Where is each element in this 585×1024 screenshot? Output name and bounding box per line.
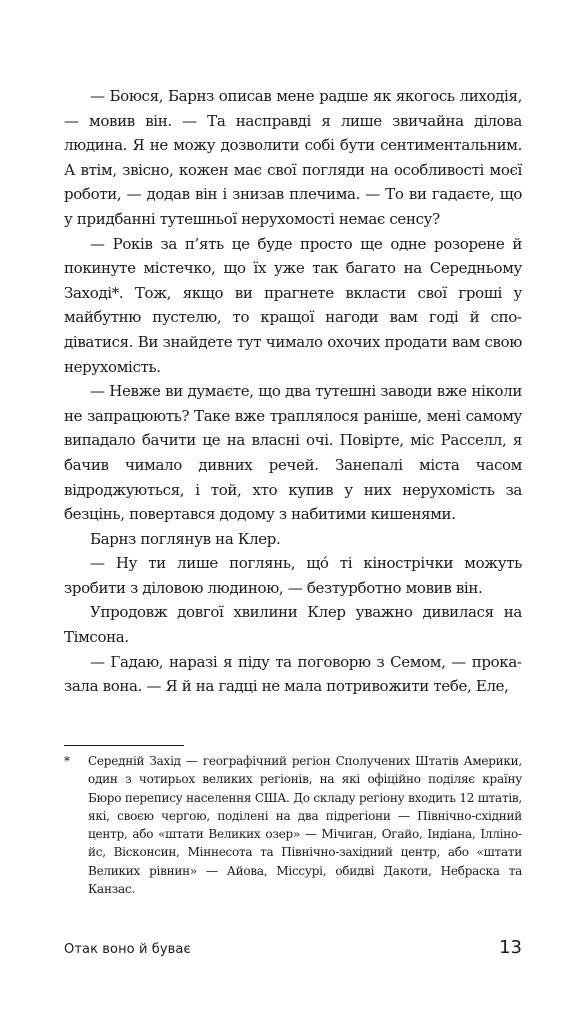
main-text — [64, 84, 522, 699]
paragraph: Упродовж довгої хвилини Клер уважно дивилася на Тімсона. — [64, 603, 522, 647]
page-number: 13 — [499, 937, 522, 958]
paragraph: — Років за п’ять це буде просто ще одне розорене й покинуте містечко, що їх уже так багато на Середньому Заході*. Тож, якщо ви прагнете вкласти свої гроші у майбутню пустелю, то кращої нагоди вам годі й сподіватися. Ви знайдете тут чимало охочих продати вам свою нерухомість. — [64, 234, 522, 376]
paragraph: — Невже ви думаєте, що два тутешні заводи вже ніколи не запрацюють? Таке вже траплялося раніше, мені самому випадало бачити це на власні очі. Повірте, міс Расселл, я бачив чимало дивних речей. Занепалі міста часом відроджуються, і той, хто купив у них нерухомість за безцінь, повертався додому з набитими кишенями. — [64, 382, 522, 524]
footnote-mark: * — [64, 754, 70, 768]
paragraph: — Гадаю, наразі я піду та поговорю з Семом, — проказала вона. — Я й на гадці не мала потривожити тебе, Еле, — [64, 652, 522, 696]
running-head: Отак воно й буває — [64, 942, 191, 957]
footnote-text: Середній Захід — географічний регіон Сполучених Штатів Америки, один з чотирьох великих регіонів, на які офіційно поділяє країну Бюро перепису населення США. До складу регіону входить 12 штатів, які, своєю чергою, поділені на два підрегіони — Північно-східний центр, або «штати Великих озер» — Мічиган, Огайо, Індіана, Іллінойс, Вісконсин, Міннесота та Північно-західний центр, або «штати Великих рівнин» — Айова, Міссурі, обидві Дакоти, Небраска та Канзас. — [88, 754, 522, 897]
paragraph: — Боюся, Барнз описав мене радше як якогось лиходія, — мовив він. — Та насправді я лише звичайна ділова людина. Я не можу дозволити собі бути сентиментальним. А втім, звісно, кожен має свої погляди на особливості моєї роботи, — додав він і знизав плечима. — То ви гадаєте, що у придбанні тутешньої нерухомості немає сенсу? — [64, 87, 522, 228]
paragraph: Барнз поглянув на Клер. — [90, 529, 281, 548]
footnote — [64, 752, 522, 898]
paragraph: — Ну ти лише поглянь, що́ ті кінострічки можуть зробити з діловою людиною, — безтурботно мовив він. — [64, 554, 522, 597]
footnote-separator — [64, 745, 184, 746]
